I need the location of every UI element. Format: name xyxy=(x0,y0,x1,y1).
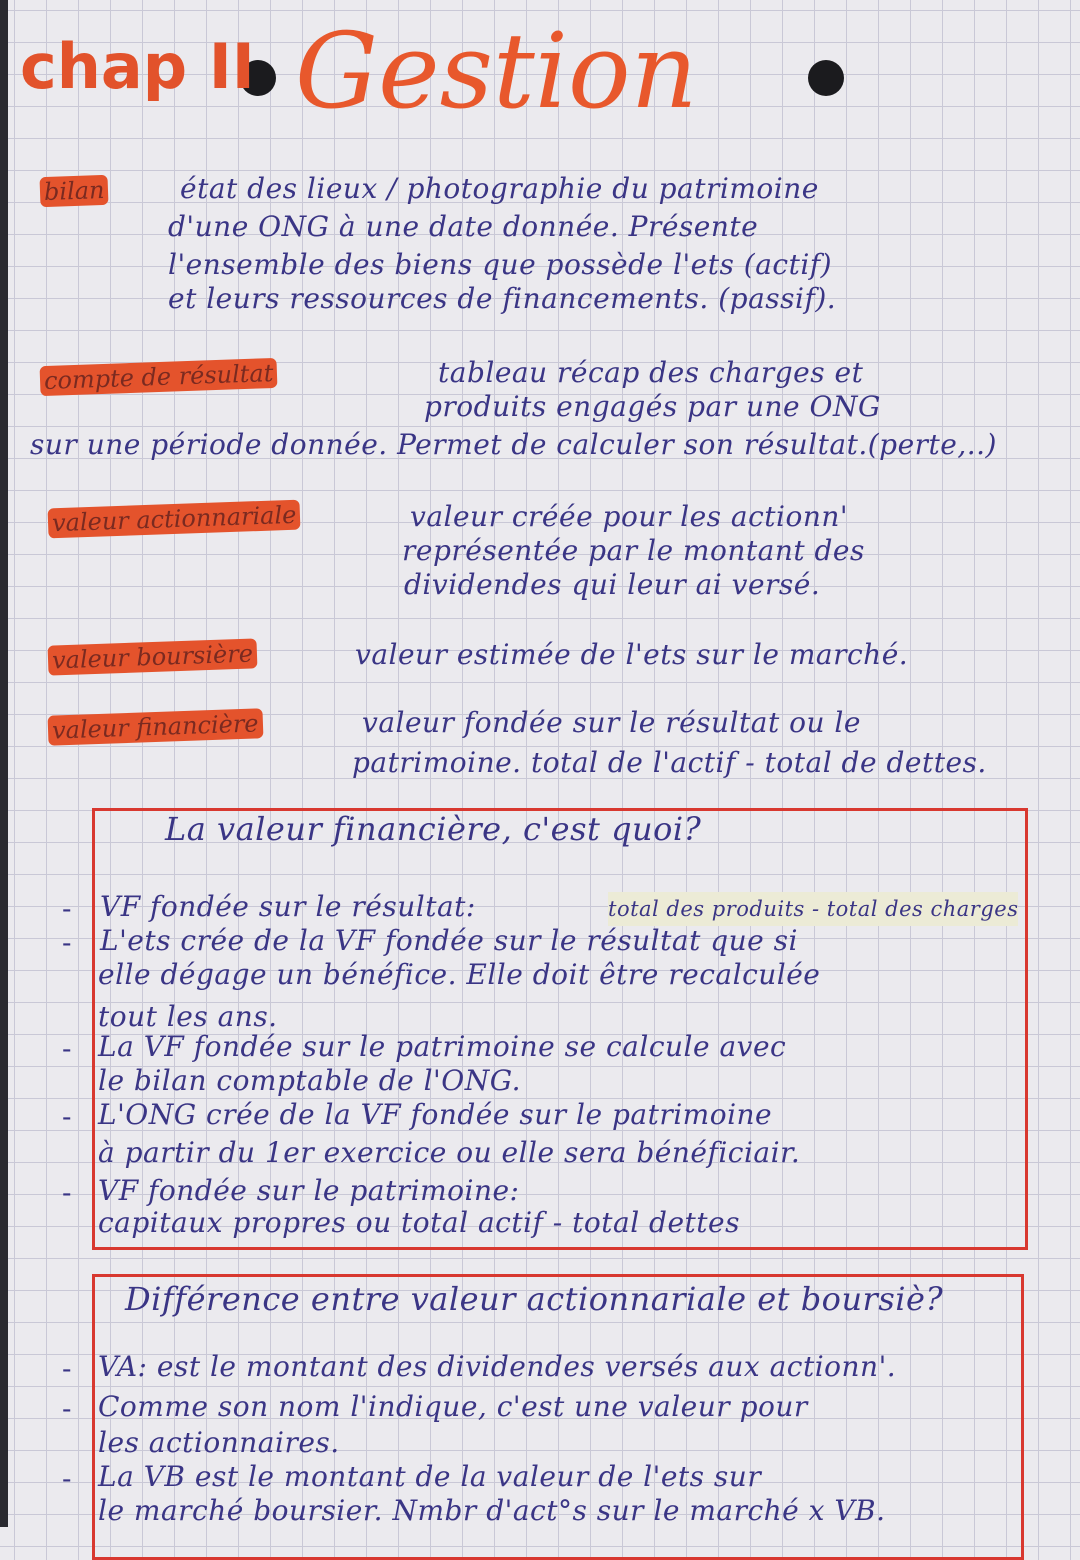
bullet-dash: - xyxy=(62,1352,72,1385)
term-valeur-financiere: valeur financière xyxy=(48,708,263,745)
bullet-dash: - xyxy=(62,1462,72,1495)
definition-line: d'une ONG à une date donnée. Présente xyxy=(168,210,759,243)
box-line: La VB est le montant de la valeur de l'ets sur xyxy=(98,1460,762,1493)
term-valeur-actionnariale: valeur actionnariale xyxy=(48,500,301,539)
box-line: Comme son nom l'indique, c'est une valeur pour xyxy=(98,1390,808,1423)
term-compte-de-resultat: compte de résultat xyxy=(40,358,278,396)
definition-line: produits engagés par une ONG xyxy=(424,390,881,423)
box-line: VF fondée sur le résultat: xyxy=(100,890,476,923)
box-line: les actionnaires. xyxy=(98,1426,340,1459)
box-title: Différence entre valeur actionnariale et boursiè? xyxy=(125,1280,944,1318)
definition-line: valeur estimée de l'ets sur le marché. xyxy=(355,638,909,671)
box-line: total des produits - total des charges xyxy=(608,892,1018,926)
definition-line: valeur créée pour les actionn' xyxy=(410,500,849,533)
chapter-label: chap II xyxy=(20,30,255,103)
definition-line: état des lieux / photographie du patrimoine xyxy=(180,172,819,205)
bullet-dash: - xyxy=(62,1100,72,1133)
box-line: à partir du 1er exercice ou elle sera bénéficiair. xyxy=(98,1136,801,1169)
definition-line: représentée par le montant des xyxy=(402,534,865,567)
box-line: le marché boursier. Nmbr d'act°s sur le marché x VB. xyxy=(98,1494,886,1527)
definition-line: tableau récap des charges et xyxy=(438,356,864,389)
term-bilan: bilan xyxy=(39,175,108,207)
bullet-dash: - xyxy=(62,926,72,959)
definition-line: dividendes qui leur ai versé. xyxy=(404,568,821,601)
box-line: L'ONG crée de la VF fondée sur le patrimoine xyxy=(98,1098,773,1131)
bullet-dash: - xyxy=(62,1176,72,1209)
box-line: VA: est le montant des dividendes versés aux actionn'. xyxy=(98,1350,897,1383)
box-line: VF fondée sur le patrimoine: xyxy=(98,1174,520,1207)
bullet-dash: - xyxy=(62,1392,72,1425)
definition-line: valeur fondée sur le résultat ou le xyxy=(362,706,861,739)
definition-line: et leurs ressources de financements. (passif). xyxy=(168,282,837,315)
definition-line: sur une période donnée. Permet de calculer son résultat.(perte,..) xyxy=(30,428,997,461)
box-line: tout les ans. xyxy=(98,1000,278,1033)
bullet-dash: - xyxy=(62,892,72,925)
box-line: L'ets crée de la VF fondée sur le résultat que si xyxy=(100,924,798,957)
page-edge xyxy=(0,0,8,1527)
box-line: capitaux propres ou total actif - total dettes xyxy=(98,1206,740,1239)
box-line: le bilan comptable de l'ONG. xyxy=(98,1064,521,1097)
box-line: elle dégage un bénéfice. Elle doit être recalculée xyxy=(98,958,821,991)
box-title: La valeur financière, c'est quoi? xyxy=(165,810,702,848)
box-line: La VF fondée sur le patrimoine se calcule avec xyxy=(98,1030,787,1063)
term-valeur-boursiere: valeur boursière xyxy=(48,638,258,675)
punch-hole xyxy=(808,60,844,96)
definition-line: l'ensemble des biens que possède l'ets (actif) xyxy=(168,248,833,281)
bullet-dash: - xyxy=(62,1032,72,1065)
page-title: Gestion xyxy=(295,10,698,132)
definition-line: patrimoine. total de l'actif - total de dettes. xyxy=(352,746,987,779)
